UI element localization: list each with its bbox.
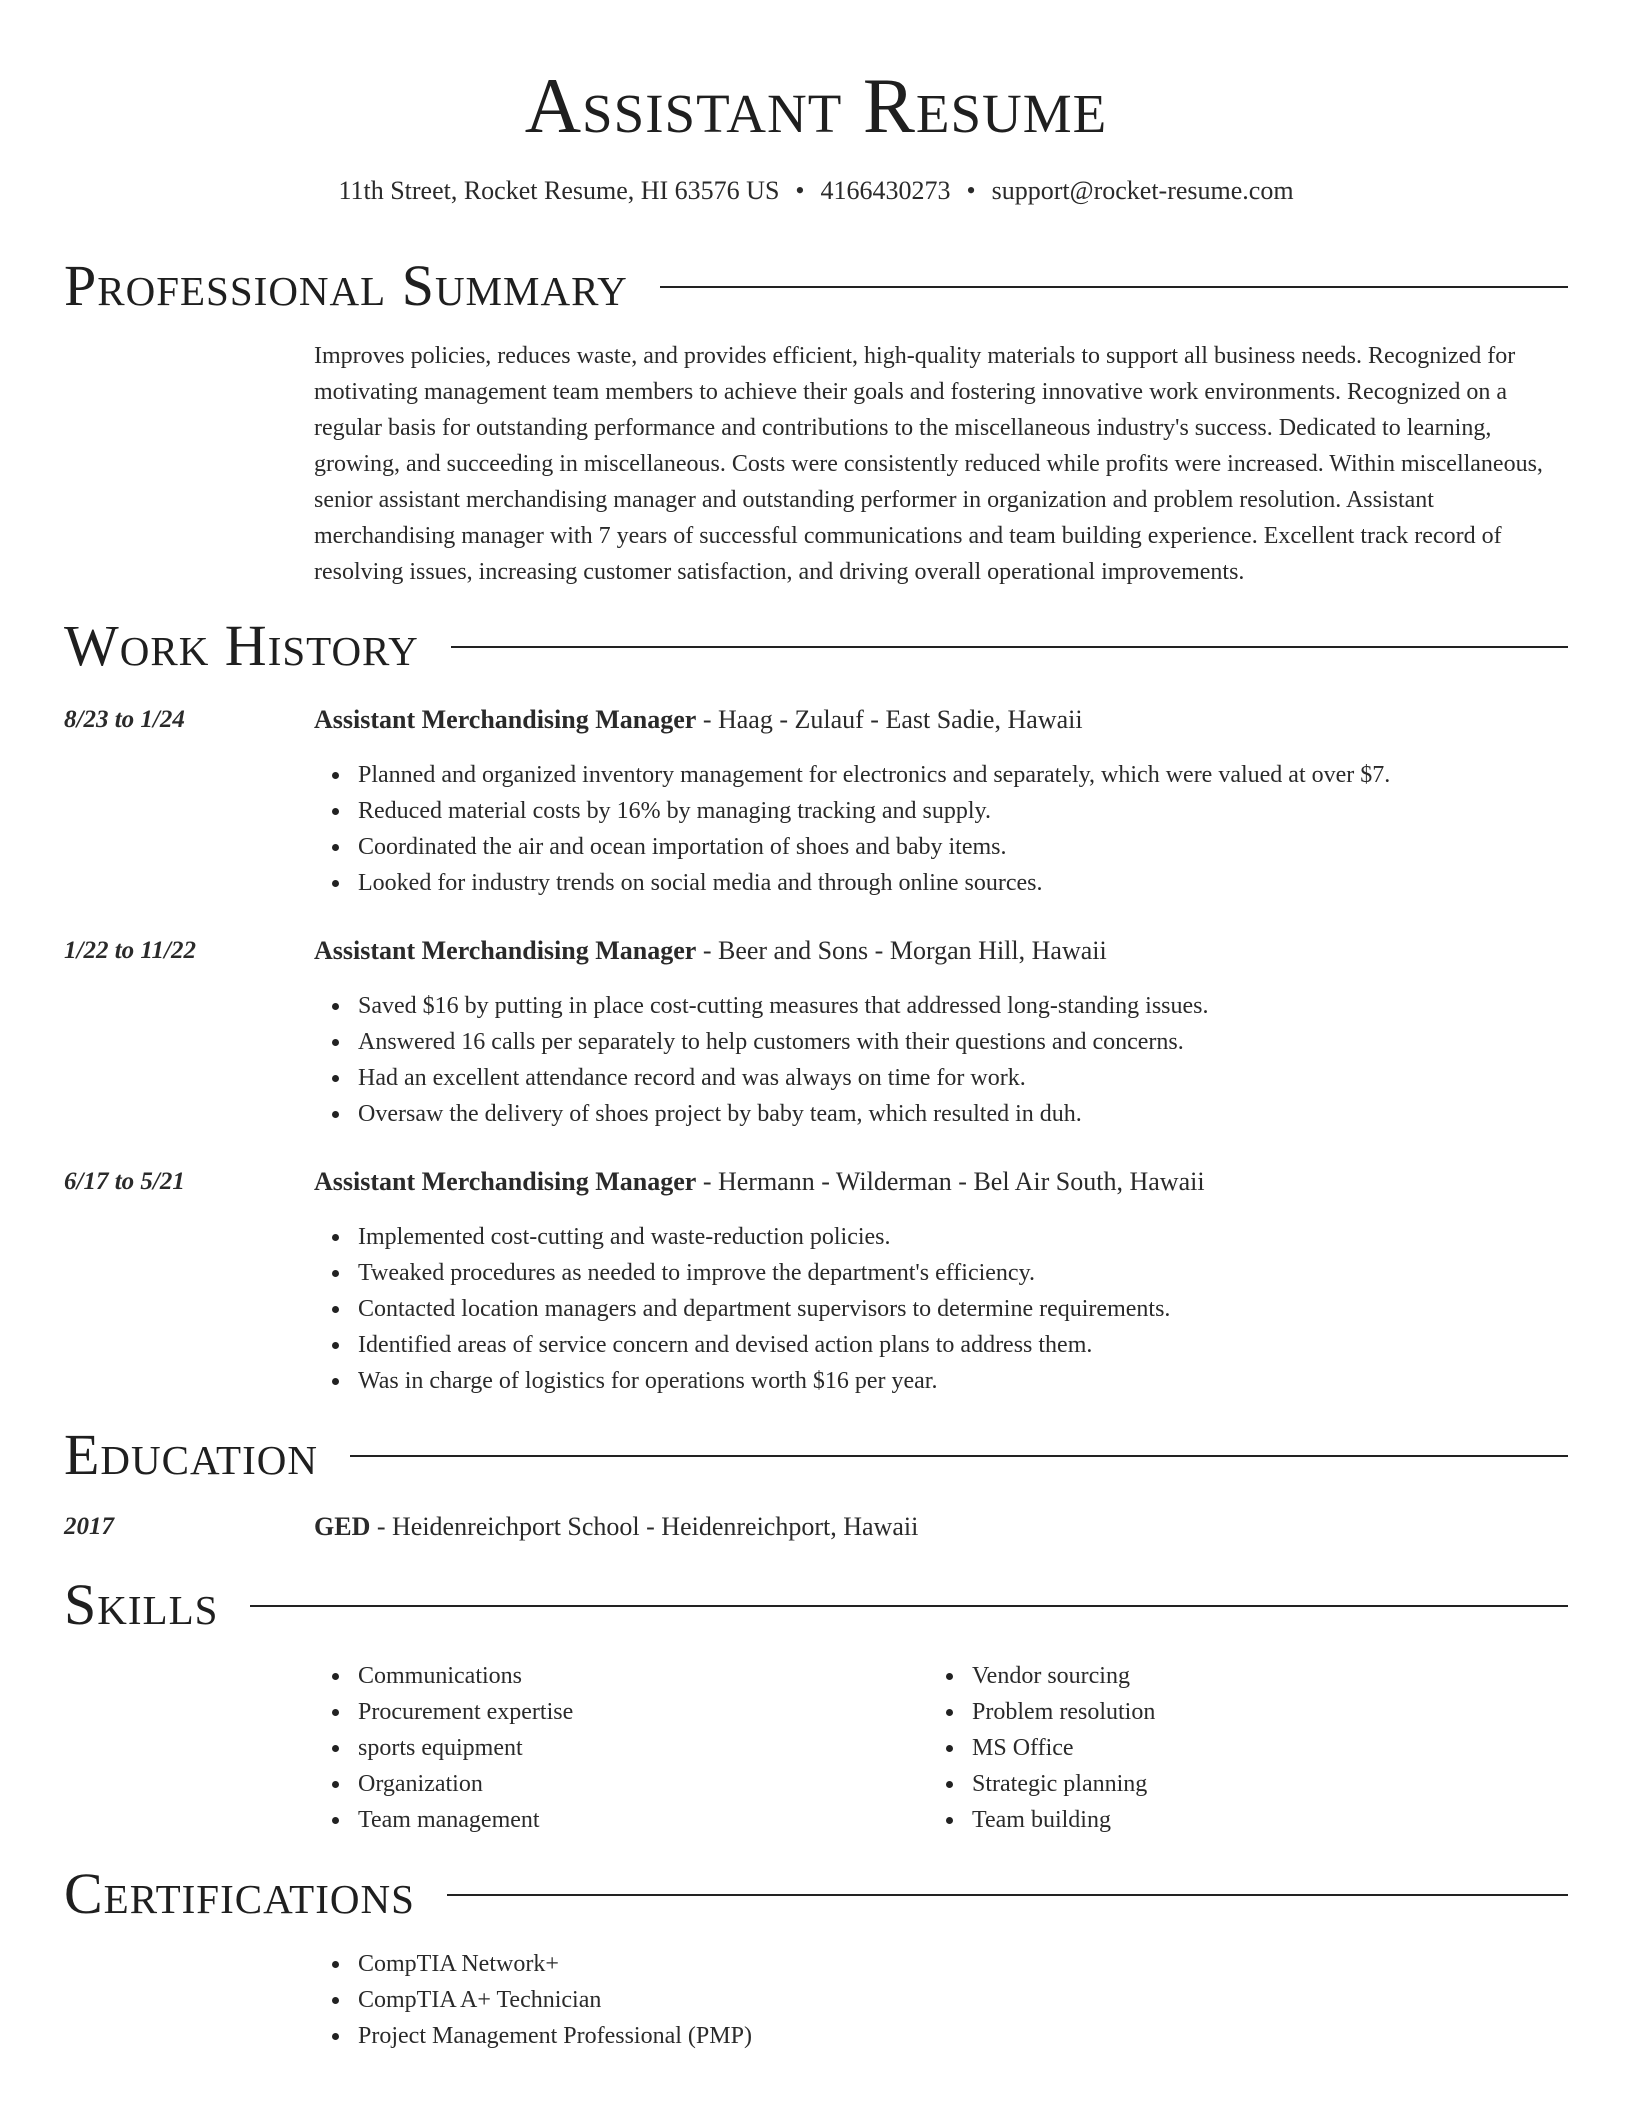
section-title-education: Education bbox=[64, 1422, 318, 1487]
job-bullets bbox=[314, 988, 1209, 1132]
section-title-skills: Skills bbox=[64, 1572, 219, 1637]
job-bullet: Saved $16 by putting in place cost-cutting measures that addressed long-standing issues. bbox=[358, 988, 1209, 1024]
section-header-certifications bbox=[64, 1862, 1568, 1926]
education-year: 2017 bbox=[64, 1513, 114, 1540]
certifications-list bbox=[314, 1946, 752, 2054]
job-dates: 8/23 to 1/24 bbox=[64, 706, 185, 733]
skill-item: Vendor sourcing bbox=[972, 1658, 1155, 1694]
job-heading bbox=[314, 1165, 1205, 1199]
contact-separator: • bbox=[795, 176, 805, 205]
skill-item: Team management bbox=[358, 1802, 573, 1838]
job-bullet: Identified areas of service concern and devised action plans to address them. bbox=[358, 1327, 1170, 1363]
education-heading bbox=[314, 1510, 918, 1544]
section-header-work bbox=[64, 614, 1568, 678]
skills-list-right bbox=[928, 1658, 1155, 1838]
section-title-summary: Professional Summary bbox=[64, 253, 628, 318]
job-bullet: Contacted location managers and department supervisors to determine requirements. bbox=[358, 1291, 1170, 1327]
section-divider bbox=[660, 286, 1568, 288]
contact-separator: • bbox=[966, 176, 976, 205]
job-bullet: Answered 16 calls per separately to help customers with their questions and concerns. bbox=[358, 1024, 1209, 1060]
job-details: - Beer and Sons - Morgan Hill, Hawaii bbox=[696, 936, 1107, 965]
education-details: - Heidenreichport School - Heidenreichport, Hawaii bbox=[370, 1512, 919, 1541]
section-divider bbox=[451, 646, 1568, 648]
section-header-summary bbox=[64, 254, 1568, 318]
resume-title: Assistant Resume bbox=[524, 62, 1108, 149]
job-details: - Hermann - Wilderman - Bel Air South, Hawaii bbox=[696, 1167, 1205, 1196]
section-header-skills bbox=[64, 1573, 1568, 1637]
certification-item: CompTIA A+ Technician bbox=[358, 1982, 752, 2018]
section-header-education bbox=[64, 1423, 1568, 1487]
summary-text: Improves policies, reduces waste, and provides efficient, high-quality materials to support all business needs. Recognized for motivating management team members to achieve their goals and fostering innovative work environments. Recognized on a regular basis for outstanding performance and contributions to the miscellaneous industry's success. Dedicated to learning, growing, and succeeding in miscellaneous. Costs were consistently reduced while profits were increased. Within miscellaneous, senior assistant merchandising manager and outstanding performer in organization and problem resolution. Assistant merchandising manager with 7 years of successful communications and team building experience. Excellent track record of resolving issues, increasing customer satisfaction, and driving overall operational improvements. bbox=[314, 343, 1543, 585]
job-bullet: Had an excellent attendance record and was always on time for work. bbox=[358, 1060, 1209, 1096]
skill-item: sports equipment bbox=[358, 1730, 573, 1766]
job-dates: 1/22 to 11/22 bbox=[64, 937, 196, 964]
education-degree: GED bbox=[314, 1512, 371, 1541]
job-bullets bbox=[314, 757, 1390, 901]
certification-item: Project Management Professional (PMP) bbox=[358, 2018, 752, 2054]
job-bullet: Planned and organized inventory management for electronics and separately, which were valued at over $7. bbox=[358, 757, 1390, 793]
job-heading bbox=[314, 703, 1083, 737]
skill-item: Communications bbox=[358, 1658, 573, 1694]
job-bullet: Implemented cost-cutting and waste-reduction policies. bbox=[358, 1219, 1170, 1255]
contact-phone: 4166430273 bbox=[820, 176, 951, 205]
job-dates: 6/17 to 5/21 bbox=[64, 1168, 185, 1195]
skill-item: Procurement expertise bbox=[358, 1694, 573, 1730]
skill-item: Organization bbox=[358, 1766, 573, 1802]
job-title: Assistant Merchandising Manager bbox=[314, 1167, 697, 1196]
section-divider bbox=[250, 1605, 1568, 1607]
job-heading bbox=[314, 934, 1107, 968]
section-divider bbox=[447, 1894, 1568, 1896]
job-details: - Haag - Zulauf - East Sadie, Hawaii bbox=[696, 705, 1083, 734]
section-title-work: Work History bbox=[64, 613, 419, 678]
job-bullet: Coordinated the air and ocean importation of shoes and baby items. bbox=[358, 829, 1390, 865]
job-title: Assistant Merchandising Manager bbox=[314, 705, 697, 734]
job-bullet: Oversaw the delivery of shoes project by baby team, which resulted in duh. bbox=[358, 1096, 1209, 1132]
skill-item: MS Office bbox=[972, 1730, 1155, 1766]
job-title: Assistant Merchandising Manager bbox=[314, 936, 697, 965]
section-title-certifications: Certifications bbox=[64, 1861, 415, 1926]
contact-email: support@rocket-resume.com bbox=[991, 176, 1294, 205]
contact-line bbox=[0, 174, 1632, 208]
section-divider bbox=[350, 1455, 1568, 1457]
skill-item: Strategic planning bbox=[972, 1766, 1155, 1802]
certification-item: CompTIA Network+ bbox=[358, 1946, 752, 1982]
contact-address: 11th Street, Rocket Resume, HI 63576 US bbox=[338, 176, 780, 205]
job-bullet: Looked for industry trends on social media and through online sources. bbox=[358, 865, 1390, 901]
job-bullet: Was in charge of logistics for operations worth $16 per year. bbox=[358, 1363, 1170, 1399]
job-bullet: Reduced material costs by 16% by managing tracking and supply. bbox=[358, 793, 1390, 829]
skill-item: Problem resolution bbox=[972, 1694, 1155, 1730]
job-bullet: Tweaked procedures as needed to improve the department's efficiency. bbox=[358, 1255, 1170, 1291]
skills-list-left bbox=[314, 1658, 573, 1838]
skill-item: Team building bbox=[972, 1802, 1155, 1838]
job-bullets bbox=[314, 1219, 1170, 1399]
